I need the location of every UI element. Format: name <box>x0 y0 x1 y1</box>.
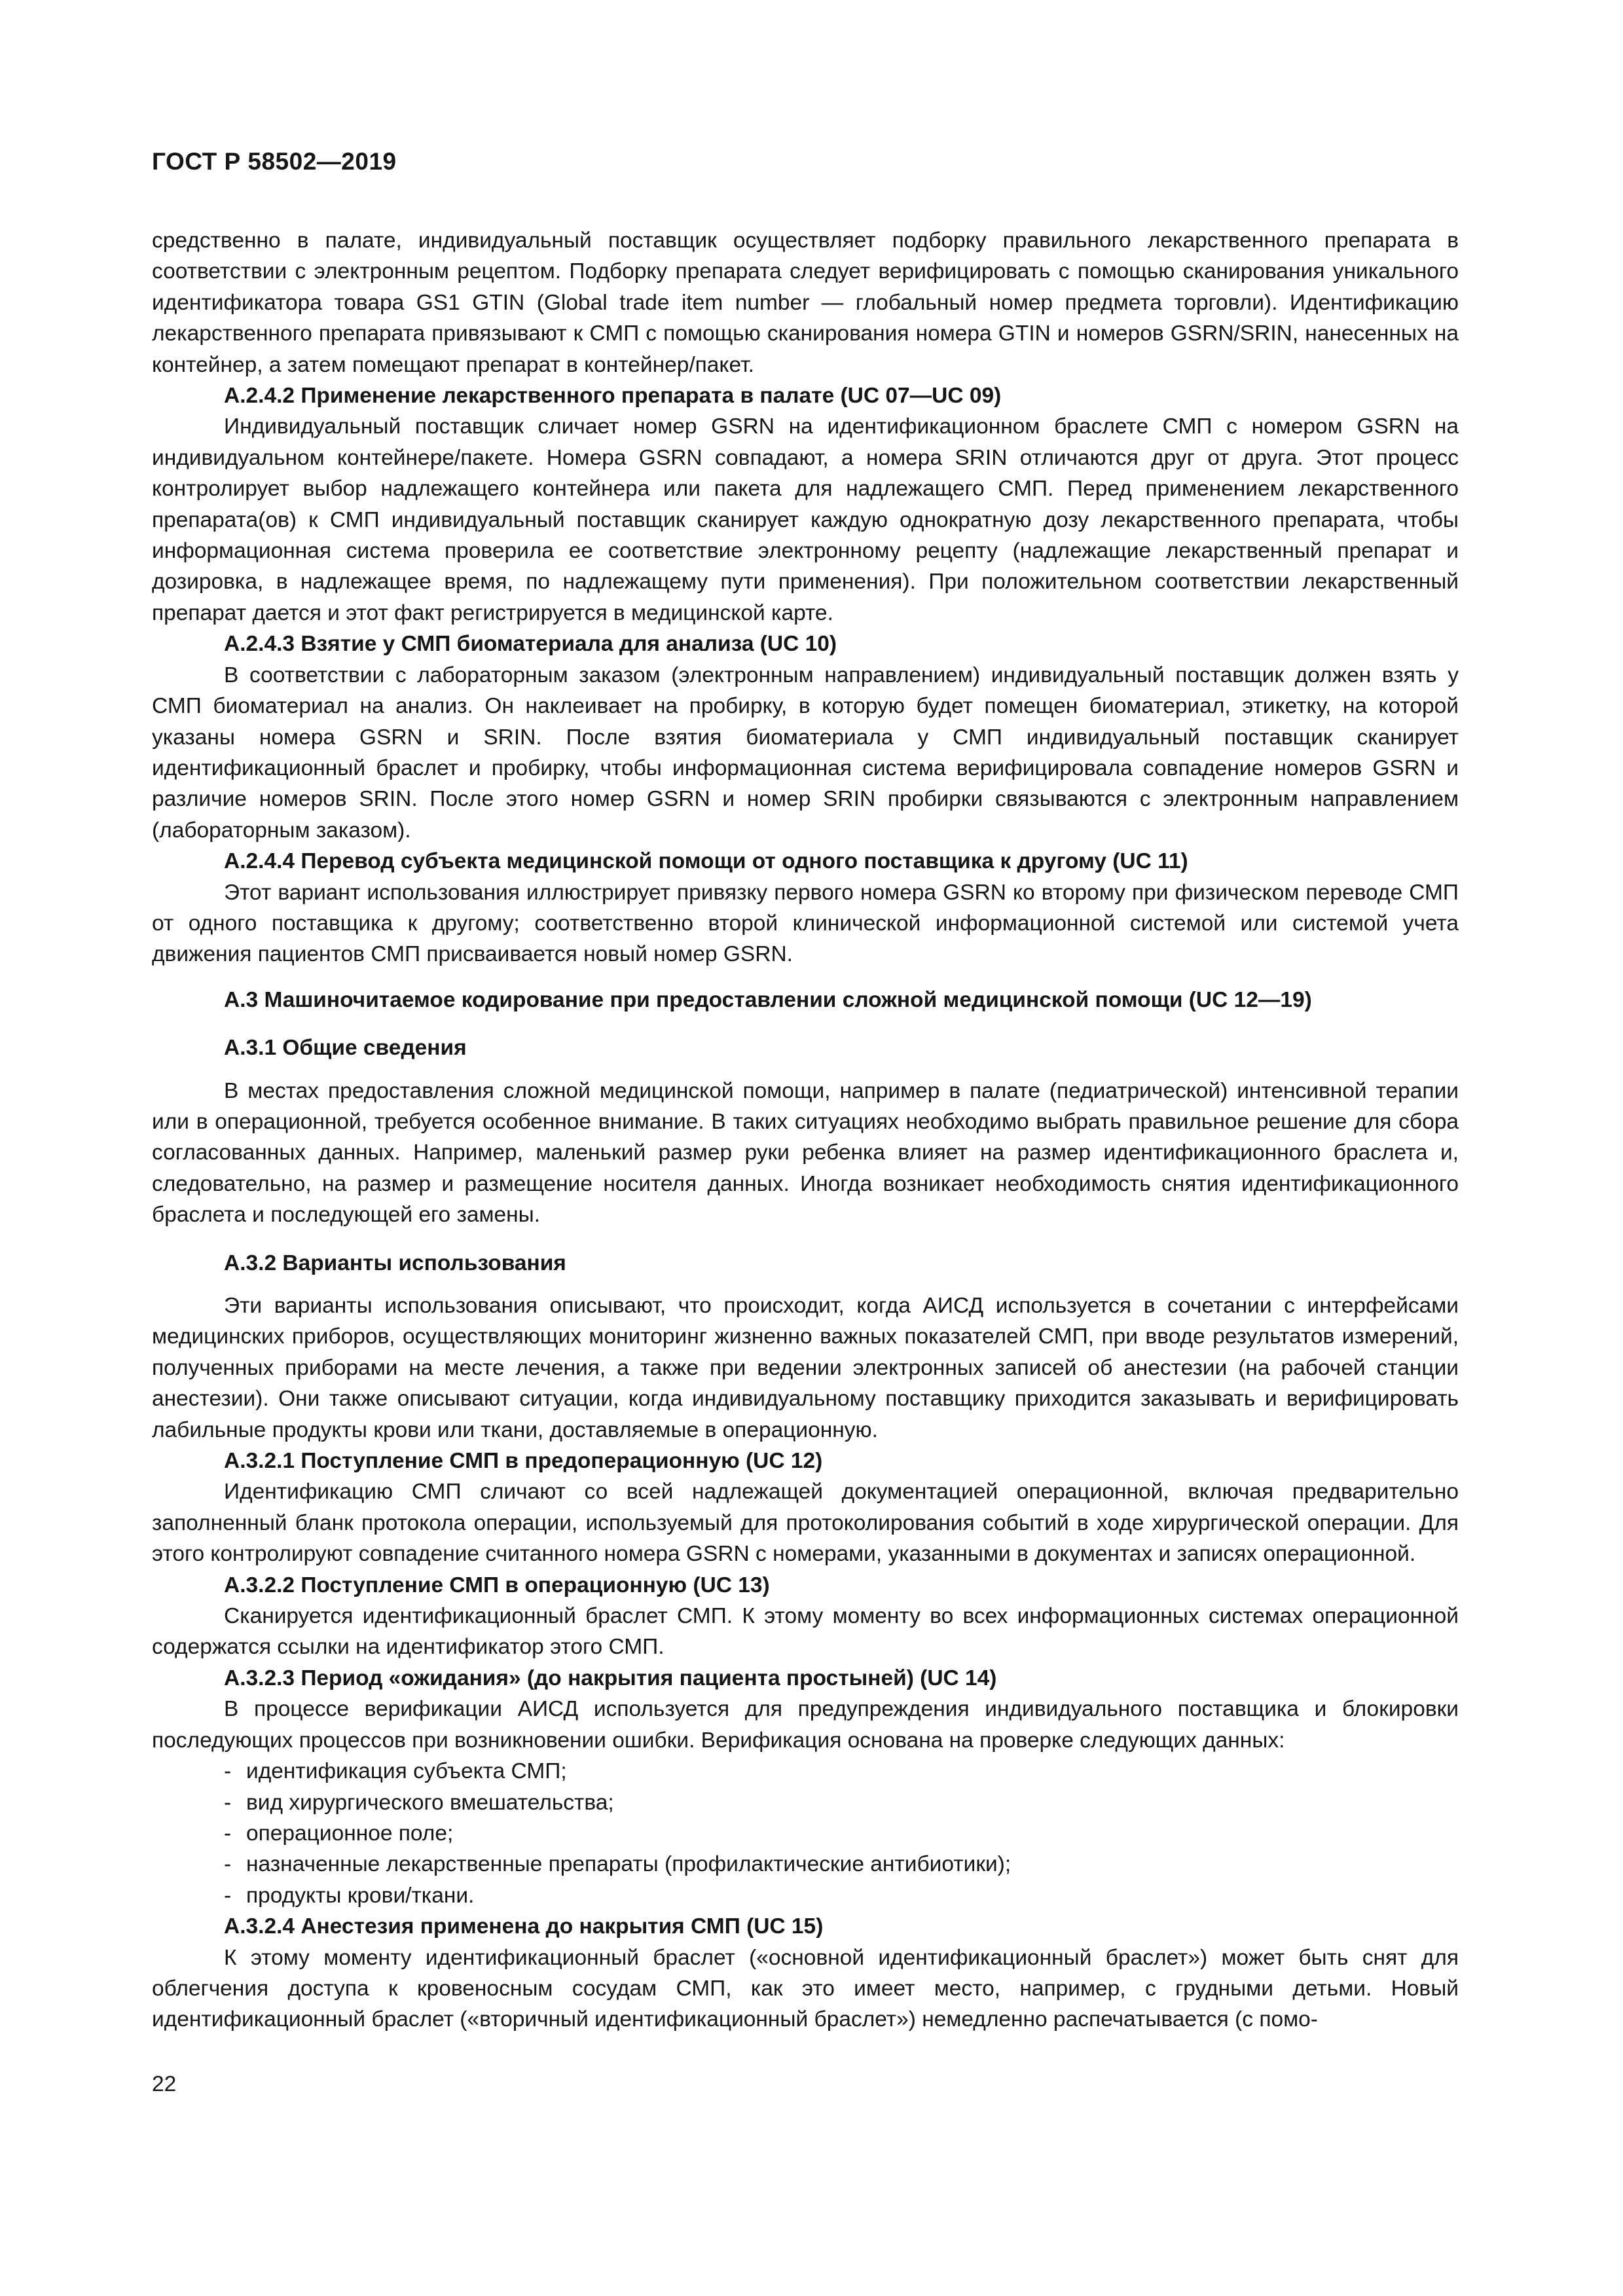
paragraph-a31: В местах предоставления сложной медицинской помощи, например в палате (педиатрической) интенсивной терапии или в операционной, требуется особенное внимание. В таких ситуациях необходимо выбрать правильное решение для сбора согласованных данных. Например, маленький размер руки ребенка влияет на размер идентификационного браслета и, следовательно, на размер и размещение носителя данных. Иногда возникает необходимость снятия идентификационного браслета и последующей его замены. <box>152 1078 1459 1228</box>
list-item: - назначенные лекарственные препараты (профилактические антибиотики); <box>224 1852 1012 1877</box>
list-item: - операционное поле; <box>224 1821 454 1846</box>
list-item: - вид хирургического вмешательства; <box>224 1790 614 1815</box>
list-item: - продукты крови/ткани. <box>224 1883 475 1908</box>
list-item: - идентификация субъекта СМП; <box>224 1759 567 1784</box>
section-heading-a321: А.3.2.1 Поступление СМП в предоперационную (UC 12) <box>224 1449 823 1474</box>
section-heading-a242: А.2.4.2 Применение лекарственного препарата в палате (UC 07—UC 09) <box>224 384 1002 409</box>
section-heading-a32: А.3.2 Варианты использования <box>224 1250 566 1275</box>
paragraph-a322: Сканируется идентификационный браслет СМП. К этому моменту во всех информационных системах операционной содержатся ссылки на идентификатор этого СМП. <box>152 1604 1459 1660</box>
paragraph-a32: Эти варианты использования описывают, что происходит, когда АИСД используется в сочетании с интерфейсами медицинских приборов, осуществляющих мониторинг жизненно важных показателей СМП, при вводе результатов измерений, полученных приборами на месте лечения, а также при ведении электронных записей об анестезии (на рабочей станции анестезии). Они также описывают ситуации, когда индивидуальному поставщику приходится заказывать и верифицировать лабильные продукты крови или ткани, доставляемые в операционную. <box>152 1294 1459 1442</box>
verification-list <box>152 1756 1459 1911</box>
paragraph-a324: К этому моменту идентификационный браслет («основной идентификационный браслет») может быть снят для облегчения доступа к кровеносным сосудам СМП, как это имеет место, например, с грудными детьми. Новый идентификационный браслет («вторичный идентификационный браслет») немедленно распечатывается (с помо- <box>152 1945 1459 2032</box>
section-heading-a324: А.3.2.4 Анестезия применена до накрытия СМП (UC 15) <box>224 1914 824 1939</box>
section-heading-a31: А.3.1 Общие сведения <box>224 1036 467 1061</box>
document-body <box>152 225 1459 2035</box>
paragraph-a244: Этот вариант использования иллюстрирует привязку первого номера GSRN ко второму при физическом переводе СМП от одного поставщика к другому; соответственно второй клинической информационной системой или системой учета движения пациентов СМП присваивается новый номер GSRN. <box>152 880 1459 967</box>
intro-paragraph: средственно в палате, индивидуальный поставщик осуществляет подборку правильного лекарственного препарата в соответствии с электронным рецептом. Подборку препарата следует верифицировать с помощью сканирования уникального идентификатора товара GS1 GTIN (Global trade item number — глобальный номер предмета торговли). Идентификацию лекарственного препарата привязывают к СМП с помощью сканирования номера GTIN и номеров GSRN/SRIN, нанесенных на контейнер, а затем помещают препарат в контейнер/пакет. <box>152 228 1459 377</box>
paragraph-a323: В процессе верификации АИСД используется для предупреждения индивидуального поставщика и блокировки последующих процессов при возникновении ошибки. Верификация основана на проверке следующих данных: <box>152 1697 1459 1753</box>
section-heading-a322: А.3.2.2 Поступление СМП в операционную (UC 13) <box>224 1573 770 1597</box>
paragraph-a243: В соответствии с лабораторным заказом (электронным направлением) индивидуальный поставщик должен взять у СМП биоматериал на анализ. Он наклеивает на пробирку, в которую будет помещен биоматериал, этикетку, на которой указаны номера GSRN и SRIN. После взятия биоматериала у СМП индивидуальный поставщик сканирует идентификационный браслет и пробирку, чтобы информационная система верифицировала совпадение номеров GSRN и различие номеров SRIN. После этого номер GSRN и номер SRIN пробирки связываются с электронным направлением (лабораторным заказом). <box>152 663 1459 843</box>
paragraph-a321: Идентификацию СМП сличают со всей надлежащей документацией операционной, включая предварительно заполненный бланк протокола операции, используемый для протоколирования событий в ходе хирургической операции. Для этого контролируют совпадение считанного номера GSRN с номерами, указанными в документах и записях операционной. <box>152 1480 1459 1567</box>
paragraph-a242: Индивидуальный поставщик сличает номер GSRN на идентификационном браслете СМП с номером GSRN на индивидуальном контейнере/пакете. Номера GSRN совпадают, а номера SRIN отличаются друг от друга. Этот процесс контролирует выбор надлежащего контейнера или пакета для надлежащего СМП. Перед применением лекарственного препарата(ов) к СМП индивидуальный поставщик сканирует каждую однократную дозу лекарственного препарата, чтобы информационная система проверила ее соответствие электронному рецепту (надлежащие лекарственный препарат и дозировка, в надлежащее время, по надлежащему пути применения). При положительном соответствии лекарственный препарат дается и этот факт регистрируется в медицинской карте. <box>152 414 1459 625</box>
section-heading-a3: А.3 Машиночитаемое кодирование при предоставлении сложной медицинской помощи (UC 12—19) <box>224 987 1312 1012</box>
section-heading-a244: А.2.4.4 Перевод субъекта медицинской помощи от одного поставщика к другому (UC 11) <box>224 849 1188 874</box>
page-number: 22 <box>152 2072 177 2096</box>
document-header: ГОСТ Р 58502—2019 <box>152 148 397 175</box>
section-heading-a243: А.2.4.3 Взятие у СМП биоматериала для анализа (UC 10) <box>224 632 837 657</box>
section-heading-a323: А.3.2.3 Период «ожидания» (до накрытия пациента простыней) (UC 14) <box>224 1666 997 1690</box>
